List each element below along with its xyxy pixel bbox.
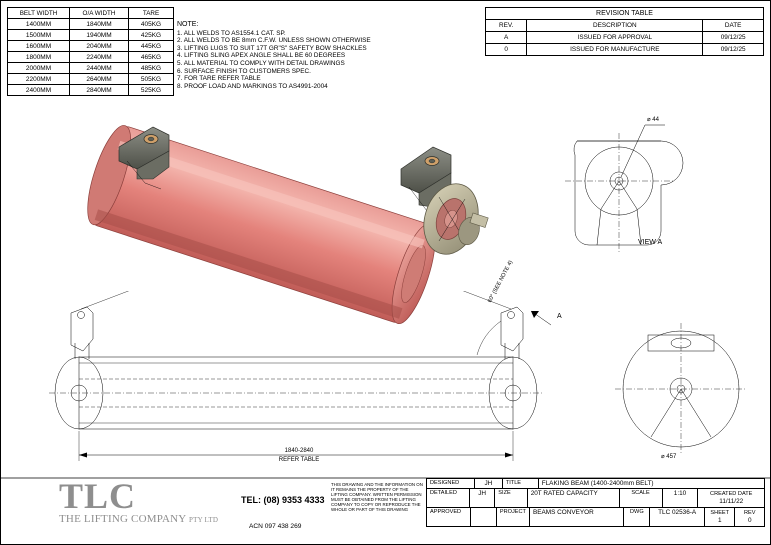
notes-heading: NOTE: (177, 21, 199, 28)
detailed-label: DETAILED (427, 489, 470, 507)
note-item: 4. LIFTING SLING APEX ANGLE SHALL BE 60 DEGREES (177, 52, 346, 60)
scale-value: 1:10 (663, 489, 699, 507)
cell-tare: 465KG (129, 52, 174, 63)
cell-oa-width: 2040MM (70, 41, 129, 52)
dwg-value: TLC 02536-A (650, 508, 705, 526)
created-date-value: 11/11/22 (719, 498, 744, 505)
note-item: 8. PROOF LOAD AND MARKINGS TO AS4991-2004 (177, 82, 328, 90)
company-acn: ACN 097 438 269 (249, 523, 302, 530)
table-row (8, 41, 174, 52)
cell-oa-width: 1840MM (70, 19, 129, 30)
cell-oa-width: 2640MM (70, 74, 129, 85)
column-header-rev: REV. (486, 20, 527, 32)
notes-list (177, 30, 371, 91)
company-logo-block (59, 476, 219, 525)
title-label: TITLE (503, 479, 539, 488)
section-arrow-label: A (557, 313, 562, 320)
title-block (426, 478, 765, 540)
company-suffix: PTY LTD (189, 516, 219, 524)
revision-table (485, 7, 764, 56)
note-item: 6. SURFACE FINISH TO CUSTOMERS SPEC. (177, 67, 311, 75)
angle-note: 60° (SEE NOTE 4) (487, 259, 515, 304)
company-name (59, 513, 218, 525)
column-header-date: DATE (703, 20, 764, 32)
detailed-value: JH (470, 489, 495, 507)
title-block-row-2 (426, 488, 765, 507)
notes-block (177, 21, 371, 90)
dimension-diameter-44: ⌀ 44 (647, 117, 659, 123)
designed-value: JH (475, 479, 503, 488)
cell-tare: 505KG (129, 74, 174, 85)
designed-label: DESIGNED (427, 479, 475, 488)
cell-belt-width: 2200MM (8, 74, 70, 85)
column-header-oa-width: O/A WIDTH (70, 8, 129, 19)
section-view-drum (596, 319, 771, 459)
column-header-tare: TARE (129, 8, 174, 19)
note-item: 5. ALL MATERIAL TO COMPLY WITH DETAIL DRAWINGS (177, 59, 345, 67)
note-item: 3. LIFTING LUGS TO SUIT 17T GR"S" SAFETY BOW SHACKLES (177, 44, 367, 52)
cell-description: ISSUED FOR MANUFACTURE (527, 44, 703, 56)
dimension-diameter-457: ⌀ 457 (661, 454, 677, 460)
sheet-cell (705, 508, 735, 526)
copyright-notice: THIS DRAWING AND THE INFORMATION ON IT REMAINS THE PROPERTY OF THE LIFTING COMPANY. WRITTEN PERMISSION MUST BE OBTAINED FROM THE LIFTING COMPANY TO COPY OR REPRODUCE THE WHOLE OR PART OF THIS DRAWING (331, 482, 423, 512)
size-label: SIZE (495, 489, 527, 507)
table-row (8, 74, 174, 85)
table-row (8, 52, 174, 63)
company-telephone: TEL: (08) 9353 4333 (241, 495, 325, 505)
overall-dimension-label: 1840-2840 (284, 448, 314, 454)
size-value: 20T RATED CAPACITY (528, 489, 620, 507)
cell-belt-width: 1400MM (8, 19, 70, 30)
created-date-label: CREATED DATE (710, 491, 753, 497)
cell-date: 09/12/25 (703, 44, 764, 56)
cell-oa-width: 2440MM (70, 63, 129, 74)
cell-oa-width: 2840MM (70, 85, 129, 96)
scale-label: SCALE (620, 489, 663, 507)
table-row (486, 44, 764, 56)
project-label: PROJECT (497, 508, 530, 526)
created-date-cell (698, 489, 765, 507)
cell-tare: 425KG (129, 30, 174, 41)
cell-belt-width: 2400MM (8, 85, 70, 96)
cell-belt-width: 1800MM (8, 52, 70, 63)
note-item: 2. ALL WELDS TO BE 8mm C.F.W. UNLESS SHOWN OTHERWISE (177, 37, 371, 45)
table-row (486, 32, 764, 44)
approved-label: APPROVED (427, 508, 471, 526)
cell-date: 09/12/25 (703, 32, 764, 44)
view-a-detail (541, 113, 731, 263)
view-a-label: VIEW A (638, 239, 663, 246)
belt-width-table (7, 7, 174, 96)
company-logo: TLC (59, 476, 137, 516)
title-block-row-3 (426, 507, 765, 527)
table-row (8, 63, 174, 74)
cell-tare: 485KG (129, 63, 174, 74)
title-block-row-1 (426, 478, 765, 488)
cell-tare: 525KG (129, 85, 174, 96)
table-row (8, 85, 174, 96)
sheet-label: SHEET (710, 510, 730, 516)
cell-tare: 445KG (129, 41, 174, 52)
table-header-row (8, 8, 174, 19)
title-value: FLAKING BEAM (1400-2400mm BELT) (539, 479, 765, 488)
cell-rev: 0 (486, 44, 527, 56)
note-item: 7. FOR TARE REFER TABLE (177, 75, 261, 83)
company-name-text: THE LIFTING COMPANY (59, 513, 187, 525)
cell-oa-width: 2240MM (70, 52, 129, 63)
cell-belt-width: 1500MM (8, 30, 70, 41)
revision-header-row (486, 20, 764, 32)
cell-belt-width: 2000MM (8, 63, 70, 74)
cell-tare: 405KG (129, 19, 174, 30)
approved-value (471, 508, 497, 526)
revision-title-row (486, 8, 764, 20)
rev-value: 0 (747, 517, 752, 524)
sheet-value: 1 (717, 517, 722, 524)
column-header-belt-width: BELT WIDTH (8, 8, 70, 19)
table-row (8, 19, 174, 30)
note-item: 1. ALL WELDS TO AS1554.1 CAT. SP. (177, 29, 286, 37)
cell-description: ISSUED FOR APPROVAL (527, 32, 703, 44)
cell-belt-width: 1600MM (8, 41, 70, 52)
project-value: BEAMS CONVEYOR (530, 508, 624, 526)
revision-table-title: REVISION TABLE (486, 8, 764, 20)
rev-cell (735, 508, 765, 526)
column-header-description: DESCRIPTION (527, 20, 703, 32)
dwg-label: DWG (624, 508, 650, 526)
rev-label: REV (743, 510, 756, 516)
table-row (8, 30, 174, 41)
refer-table-note: REFER TABLE (278, 457, 320, 463)
cell-rev: A (486, 32, 527, 44)
cell-oa-width: 1940MM (70, 30, 129, 41)
